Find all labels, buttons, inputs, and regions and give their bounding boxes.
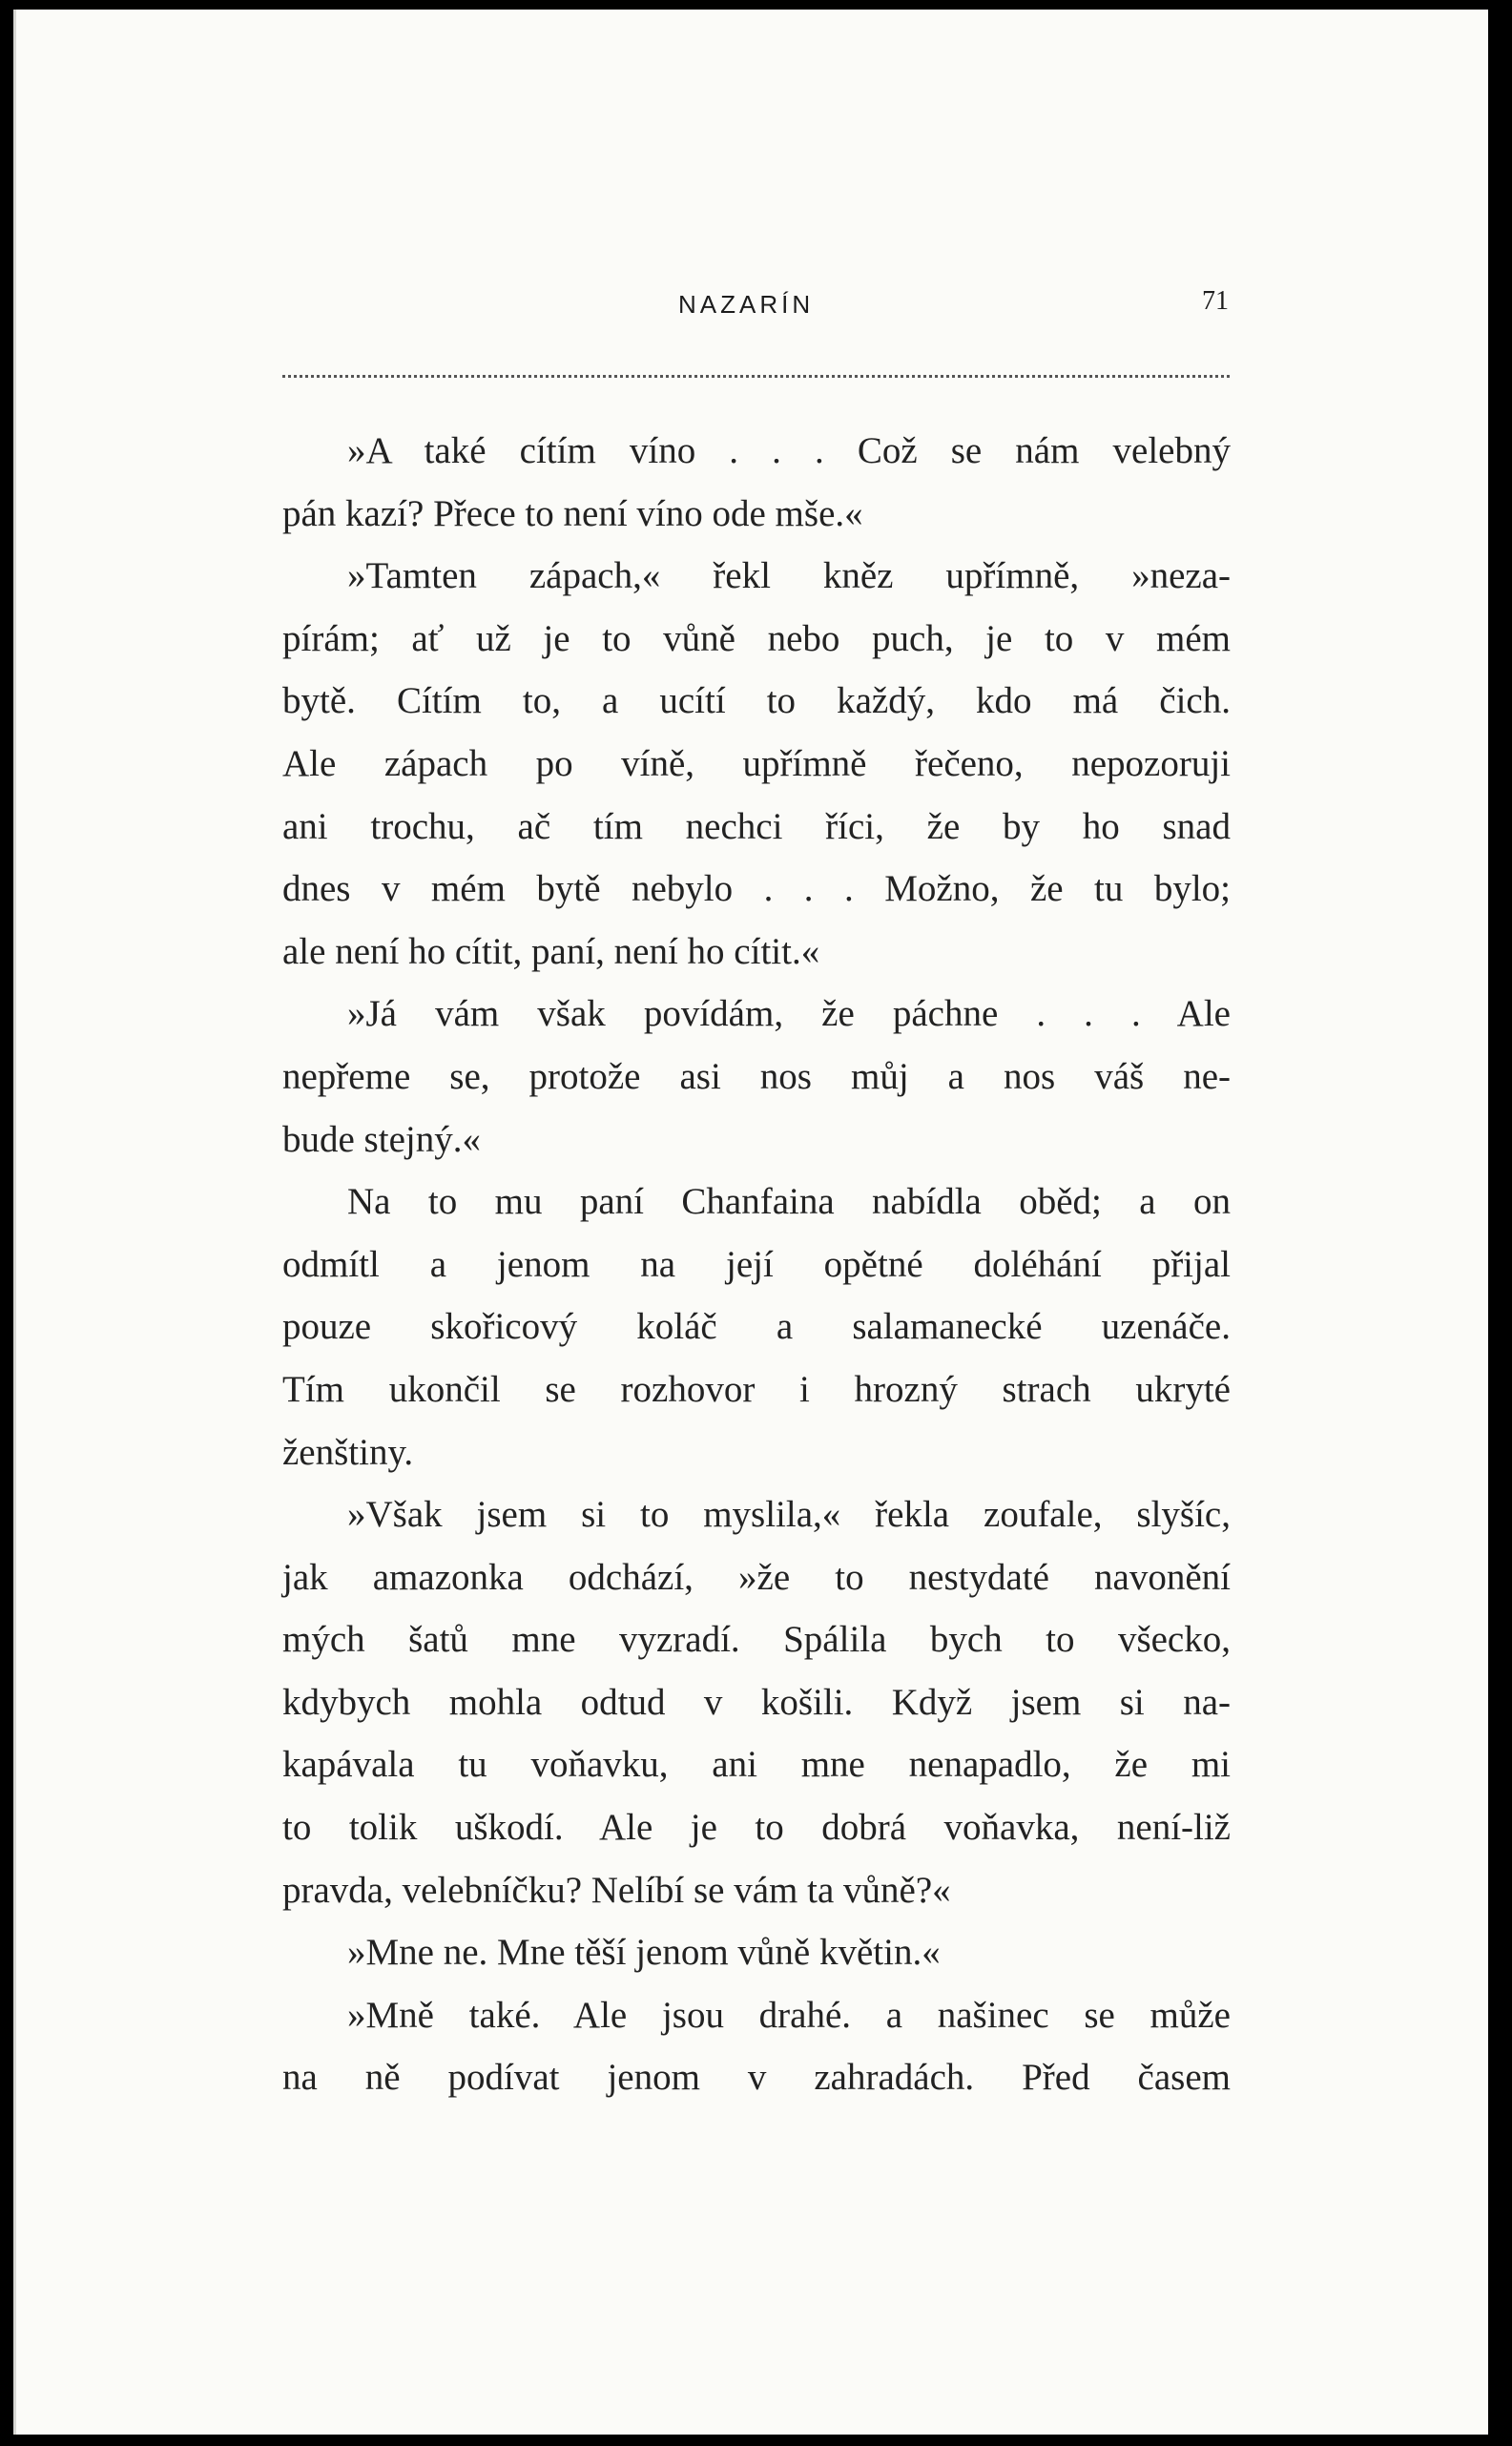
text-line: »Já vám však povídám, že páchne . . . Ale [347, 993, 1231, 1035]
text-line: bude stejný.« [282, 1118, 481, 1160]
text-line: pouze skořicový koláč a salamanecké uzenáče. [282, 1306, 1231, 1348]
text-line: Ale zápach po víně, upřímně řečeno, nepozoruji [282, 742, 1231, 784]
text-line: ani trochu, ač tím nechci říci, že by ho snad [282, 805, 1231, 847]
header-divider [282, 375, 1230, 378]
text-line: »Mně také. Ale jsou drahé. a našinec se může [347, 1994, 1231, 2036]
page-header [282, 279, 1229, 317]
text-line: pravda, velebníčku? Nelíbí se vám ta vůně?« [282, 1869, 951, 1911]
text-line: »Tamten zápach,« řekl kněz upřímně, »neza- [347, 555, 1231, 597]
text-line: »Mne ne. Mne těší jenom vůně květin.« [347, 1932, 941, 1974]
text-line: nepřeme se, protože asi nos můj a nos váš ne- [282, 1055, 1231, 1097]
text-line: dnes v mém bytě nebylo . . . Možno, že tu bylo; [282, 868, 1231, 910]
text-line: jak amazonka odchází, »že to nestydaté navonění [282, 1556, 1231, 1598]
text-line: »A také cítím víno . . . Což se nám velebný [347, 430, 1231, 471]
page-edge [13, 10, 16, 2435]
text-line: kdybych mohla odtud v košili. Když jsem si na- [282, 1681, 1231, 1723]
running-title: NAZARÍN [678, 290, 815, 319]
page-number: 71 [1202, 286, 1229, 316]
text-line: pírám; ať už je to vůně nebo puch, je to v mém [282, 617, 1231, 659]
text-body [282, 420, 1231, 2109]
text-line: ale není ho cítit, paní, není ho cítit.« [282, 930, 820, 972]
text-line: »Však jsem si to myslila,« řekla zoufale, slyšíc, [347, 1494, 1231, 1536]
text-line: kapávala tu voňavku, ani mne nenapadlo, že mi [282, 1744, 1231, 1786]
text-line: pán kazí? Přece to není víno ode mše.« [282, 492, 863, 534]
text-line: odmítl a jenom na její opětné doléhání přijal [282, 1243, 1231, 1285]
text-line: Tím ukončil se rozhovor i hrozný strach ukryté [282, 1368, 1231, 1410]
text-line: to tolik uškodí. Ale je to dobrá voňavka, není-liž [282, 1807, 1231, 1849]
text-line: ženštiny. [282, 1431, 414, 1473]
text-line: mých šatů mne vyzradí. Spálila bych to všecko, [282, 1619, 1231, 1661]
text-line: na ně podívat jenom v zahradách. Před časem [282, 2057, 1231, 2099]
book-page [13, 10, 1488, 2435]
text-line: bytě. Cítím to, a ucítí to každý, kdo má čich. [282, 680, 1231, 722]
text-line: Na to mu paní Chanfaina nabídla oběd; a on [347, 1181, 1231, 1223]
